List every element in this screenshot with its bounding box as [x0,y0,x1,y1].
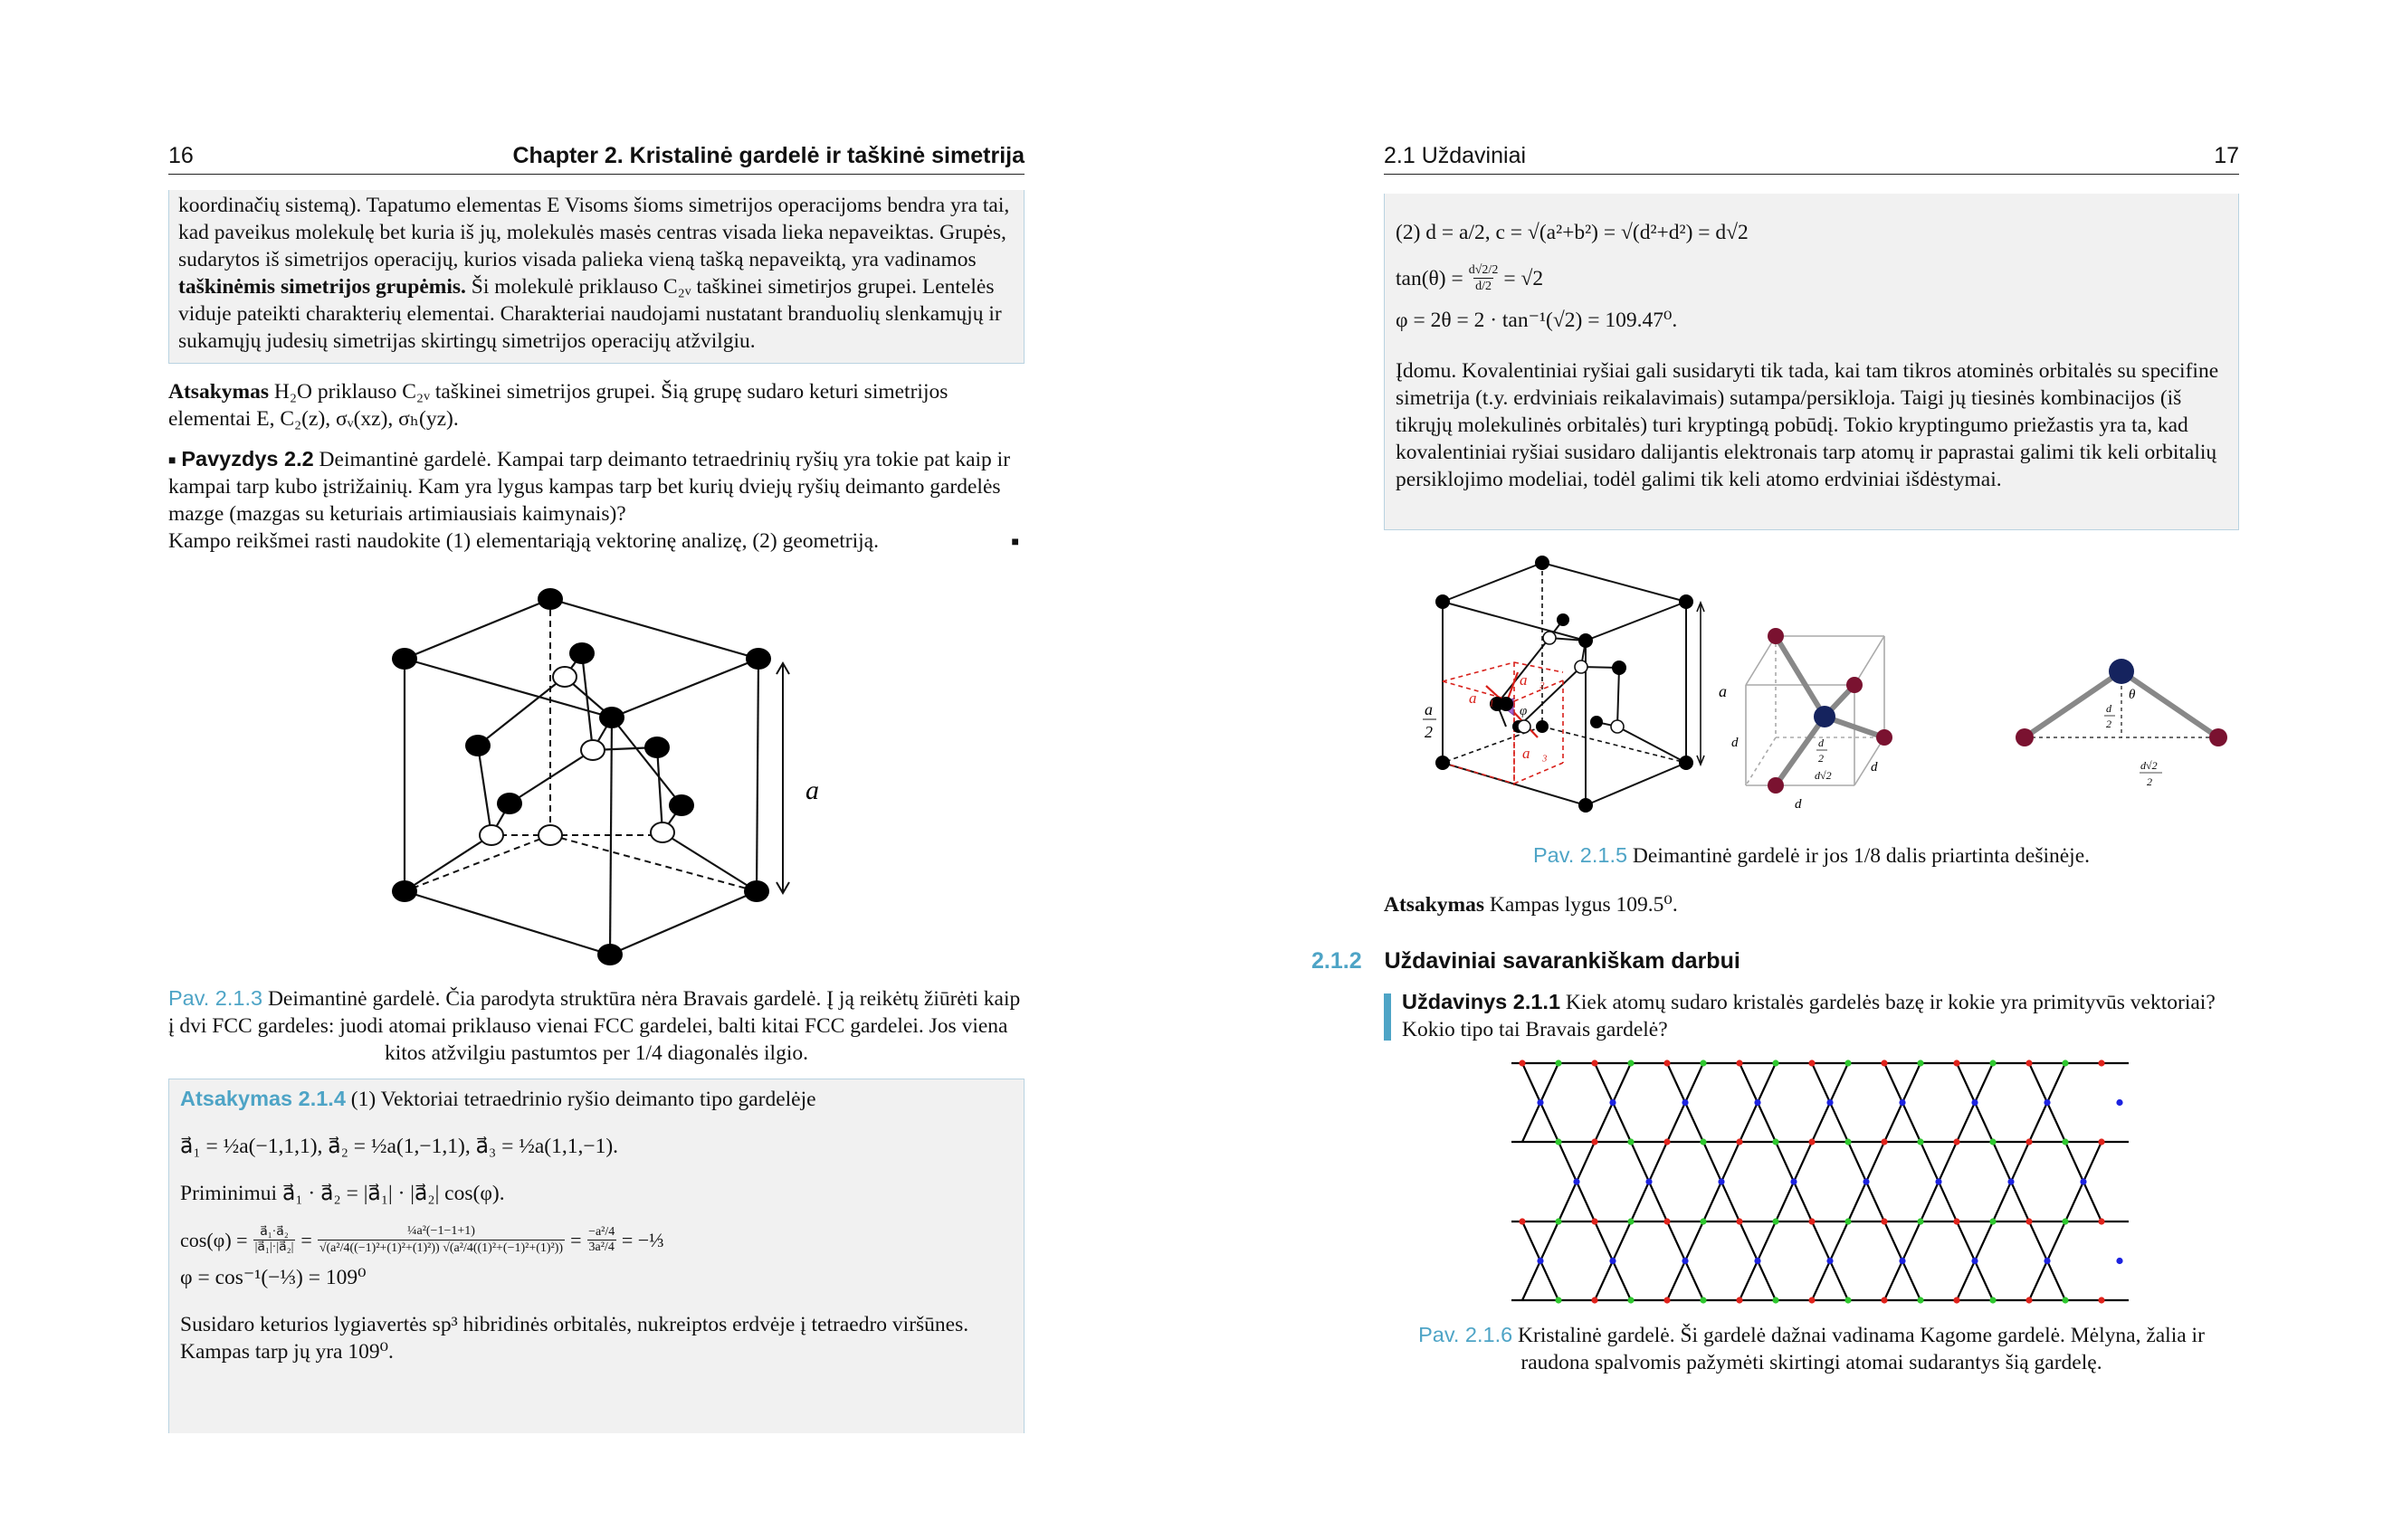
kagome-atom [2025,1297,2032,1303]
kagome-atom [2044,1258,2050,1264]
answer-box-text: Kampas tarp jų yra 109⁰. [180,1340,394,1364]
kagome-atom [1627,1138,1634,1145]
kagome-atom [1808,1138,1815,1145]
kagome-atom [1519,1060,1525,1066]
kagome-atom [2062,1138,2068,1145]
example-line [168,528,1025,555]
kagome-atom [1591,1297,1597,1303]
kagome-atom [1609,1258,1616,1264]
figure-caption [1384,841,2239,870]
frac-num: ¼a²(−1−1+1) [406,1224,475,1238]
answer-block [168,378,1025,433]
kagome-atom [2116,1099,2122,1106]
kagome-atom [1989,1138,1996,1145]
half-a-num: a [1425,700,1433,718]
note-line: tikrųjų molekulinės orbitalės) turi kryptingą pobūdį. Tokio kryptingumo priežastis yra ta, kad [1396,414,2188,437]
kagome-atom [1772,1218,1778,1224]
kagome-atom [1989,1218,1996,1224]
kagome-atom [1808,1060,1815,1066]
frac-num: −a²/4 [588,1225,615,1239]
kagome-atom [2098,1297,2104,1303]
kagome-atom [1555,1218,1561,1224]
cos-result: = −⅓ [621,1228,664,1251]
chapter-title: Chapter 2. Kristalinė gardelė ir taškinė simetrija [512,143,1025,168]
kagome-atom [1772,1060,1778,1066]
equation-tan [1396,262,2227,294]
box-line: koordinačių sistemą). Tapatumo elementas E Visoms šioms simetrijos operacijoms bendra yra tai, [178,194,1010,217]
fraction-2 [318,1223,565,1257]
diamond-lattice-figure [380,584,851,973]
answer-line [168,378,1025,405]
vector-a1-label: a⃗₁ [1469,689,1494,707]
kagome-atom [1591,1218,1597,1224]
caption-text: Deimantinė gardelė. Čia parodyta struktūra nėra Bravais gardelė. Į ją reikėtų žiūrėti kaip [267,987,1021,1011]
kagome-atom [1863,1178,1869,1184]
note-line: Įdomu. Kovalentiniai ryšiai gali susidaryti tik tada, kai tam tikros atominės orbitalės su specifine [1396,359,2219,383]
box-line-rest: Ši molekulė priklauso C₂ᵥ taškinei simetirjos grupei. Lentelės [471,275,995,299]
tan-rhs: = √2 [1503,266,1544,290]
subsection-heading [1311,948,1740,974]
equation-phi: φ = 2θ = 2 · tan⁻¹(√2) = 109.47⁰. [1396,309,1678,332]
cube-d-left-label: d [1731,736,1739,750]
figure-label: Pav. 2.1.6 [1418,1323,1513,1346]
cube-dsqrt2-label: d√2 [1815,769,1832,782]
header-rule [168,174,1025,175]
figure-label: Pav. 2.1.3 [168,986,263,1010]
kagome-atom [1754,1258,1760,1264]
kagome-atom [1881,1218,1887,1224]
task-text: Kiek atomų sudaro kristalės gardelės bazę ir kokie yra primityvūs vektoriai? [1565,991,2216,1014]
kagome-atom [1790,1178,1797,1184]
note-line: simetrija (t.y. erdviniais reikalavimais) sutampa/persikloja. Taigi jų tiesinės kombinacijos (iš [1396,386,2182,410]
figure-caption [1384,1321,2239,1376]
kagome-atom [1917,1297,1923,1303]
kagome-atom [2062,1060,2068,1066]
bold-term: taškinėmis simetrijos grupėmis. [178,275,466,299]
page-number: 17 [2214,143,2239,168]
kagome-atom [1573,1178,1579,1184]
kagome-atom [1663,1138,1670,1145]
kagome-atom [1989,1297,1996,1303]
kagome-atom [2007,1178,2014,1184]
kagome-atom [2098,1218,2104,1224]
kagome-atom [2080,1178,2086,1184]
kagome-atom [1899,1258,1905,1264]
cube-d-bottom-label: d [1795,797,1802,812]
kagome-atom [2098,1060,2104,1066]
cube-d-half-den: 2 [1818,752,1824,765]
triangle-base-num: d√2 [2140,759,2158,772]
kagome-atom [1772,1297,1778,1303]
answer-label: Atsakymas [1384,893,1484,917]
kagome-atom [1953,1060,1959,1066]
frac-num: a⃗₁·a⃗₂ [260,1225,289,1239]
kagome-atom [1953,1297,1959,1303]
kagome-atom [2116,1258,2122,1264]
kagome-atom [2044,1099,2050,1106]
header-rule [1384,174,2239,175]
answer-text: H₂O priklauso C₂ᵥ taškinei simetrijos grupei. Šią grupę sudaro keturi simetrijos [273,380,948,404]
kagome-atom [1826,1258,1833,1264]
kagome-atom [1881,1297,1887,1303]
kagome-atom [1736,1060,1742,1066]
box-line: viduje pateikti charakterių elementai. Charakteriai naudojami nustatant branduolių slenkamųjų ir [178,302,1002,326]
kagome-atom [1917,1218,1923,1224]
kagome-atom [1682,1099,1688,1106]
cube-d-right-label: d [1871,760,1878,775]
kagome-atom [1627,1297,1634,1303]
kagome-atom [1555,1060,1561,1066]
kagome-atom [1627,1060,1634,1066]
fraction-1 [253,1225,296,1255]
right-page [1201,0,2402,1540]
answer-box-text: (1) Vektoriai tetraedrinio ryšio deimanto tipo gardelėje [350,1088,816,1111]
kagome-atom [2062,1297,2068,1303]
kagome-atom [1844,1060,1851,1066]
figure-caption [168,984,1025,1067]
triangle-base-den: 2 [2147,775,2152,788]
task-block [1402,988,2239,1043]
vector-a2-label: a⃗₂ [1520,671,1545,689]
kagome-atom [1663,1218,1670,1224]
example-label: Pavyzdys 2.2 [181,447,314,471]
kagome-atom [1736,1297,1742,1303]
kagome-atom [1917,1138,1923,1145]
kagome-atom [2025,1060,2032,1066]
kagome-atom [1917,1060,1923,1066]
example-marker-icon: ■ [168,452,176,467]
example-text: Kampo reikšmei rasti naudokite (1) elementariąją vektorinę analizę, (2) geometriją. [168,529,879,553]
kagome-atom [1555,1297,1561,1303]
kagome-atom [1609,1099,1616,1106]
vector-a3-label: a⃗₃ [1522,745,1548,762]
reminder-equation: Priminimui a⃗₁ · a⃗₂ = |a⃗₁| · |a⃗₂| cos(φ). [180,1182,505,1205]
kagome-atom [1718,1178,1724,1184]
kagome-atom [1808,1297,1815,1303]
kagome-atom [1971,1258,1978,1264]
kagome-atom [1881,1060,1887,1066]
kagome-atom [1537,1099,1543,1106]
box-line: sukamųjų judesių simetrijas skirtingų simetrijos operacijų atžvilgiu. [178,329,756,353]
kagome-atom [2025,1138,2032,1145]
kagome-atom [2098,1138,2104,1145]
phi-equation: φ = cos⁻¹(−⅓) = 109⁰ [180,1266,367,1289]
solution-box [1384,194,2239,530]
kagome-lattice-figure [1509,1050,2142,1312]
kagome-atom [1700,1218,1706,1224]
answer-box-heading [180,1085,1013,1113]
frac-den: √(a²/4((−1)²+(1)²+(1)²)) √(a²/4((1)²+(−1)²+(1)²)) [319,1241,564,1255]
kagome-atom [1844,1297,1851,1303]
task-line [1402,988,2239,1016]
caption-line: kitos atžvilgiu pastumtos per 1/4 diagonalės ilgio. [385,1041,808,1065]
kagome-atom [1555,1138,1561,1145]
box-line: kad paveikus molekulę bet kuria iš jų, molekulės masės centras visada lieka nepaveiktas. Grupės, [178,221,1006,244]
tan-fraction [1469,262,1499,294]
kagome-atom [1826,1099,1833,1106]
task-line: Kokio tipo tai Bravais gardelė? [1402,1018,1668,1041]
lattice-constant-label: a [805,775,819,805]
kagome-atom [1645,1178,1652,1184]
panel-a-label: a [1719,682,1727,700]
frac-den: |a⃗₁|·|a⃗₂| [254,1241,294,1254]
kagome-atom [1881,1138,1887,1145]
answer-block [1384,891,2239,918]
example-text: Deimantinė gardelė. Kampai tarp deimanto tetraedrinių ryšių yra tokie pat kaip ir [319,448,1011,471]
answer-line: elementai E, C₂(z), σᵥ(xz), σₕ(yz). [168,407,459,431]
triangle-theta-label: θ [2129,688,2136,702]
answer-box-text: Susidaro keturios lygiavertės sp³ hibridinės orbitalės, nukreiptos erdvėje į tetraedro viršūnes. [180,1313,969,1336]
page-number: 16 [168,143,194,168]
task-accent-bar [1384,993,1391,1041]
triangle-half-den: 2 [2106,718,2111,730]
frac-den: 3a²/4 [588,1241,615,1254]
caption-line [1384,1321,2239,1349]
example-line [168,445,1025,473]
kagome-atom [2025,1218,2032,1224]
diamond-eighth-figure [1382,543,2251,823]
kagome-atom [1844,1218,1851,1224]
caption-line [168,984,1025,1012]
kagome-atom [1519,1218,1525,1224]
kagome-atom [1971,1099,1978,1106]
kagome-atom [1953,1138,1959,1145]
half-a-den: 2 [1425,723,1433,741]
cos-lhs: cos(φ) = [180,1228,248,1251]
cube-d-half-num: d [1818,737,1824,749]
subsection-title: Uždaviniai savarankiškam darbui [1384,948,1740,974]
answer-label: Atsakymas [168,380,269,404]
kagome-atom [2062,1218,2068,1224]
kagome-atom [1736,1218,1742,1224]
kagome-atom [1663,1060,1670,1066]
section-header: 2.1 Uždaviniai [1384,143,1527,168]
fraction-3 [587,1225,616,1255]
caption-line: raudona spalvomis pažymėti skirtingi atomai sudarantys šią gardelę. [1520,1351,2102,1374]
frac-den: d/2 [1475,280,1492,293]
box-line [178,273,1015,300]
answer-text: Kampas lygus 109.5⁰. [1489,893,1678,917]
kagome-atom [1700,1060,1706,1066]
figure-label: Pav. 2.1.5 [1532,843,1628,867]
caption-text: Deimantinė gardelė ir jos 1/8 dalis priartinta dešinėje. [1632,844,2091,868]
kagome-atom [1591,1060,1597,1066]
caption-line: į dvi FCC gardeles: juodi atomai priklauso vienai FCC gardelei, balti kitai FCC gardelei. Jos viena [168,1014,1008,1038]
kagome-atom [1591,1138,1597,1145]
example-block [168,445,1025,555]
kagome-atom [1682,1258,1688,1264]
qed-marker-icon: ■ [1011,534,1019,548]
cosine-equation: cos(φ) = $\frac{\text{a⃗₁·a⃗₂}}{\text{|a⃗₁|·|a⃗₂|}}$ = $\frac{\text{¼a²(−1−1+1)}}{\text{√(a²/4((−1)²+(1)²+(1)²)) √(a²/4((1)²+(−1)²+(1)²))}}$ = $\frac{\text{−a²/4}}{\text{3a²/4}}$ = −⅓ [180,1224,664,1255]
example-line: mazge (mazgas su keturiais artimiausiais kaimynais)? [168,502,626,526]
triangle-half-num: d [2106,702,2111,715]
kagome-atom [1772,1138,1778,1145]
kagome-atom [1935,1178,1941,1184]
note-line: kovalentiniai ryšiai susidaro dalijantis elektronais tarp atomų ir paprastai galimi tik keli orbitalių [1396,441,2217,464]
kagome-atom [1953,1218,1959,1224]
kagome-atom [1663,1297,1670,1303]
continuation-box [168,190,1025,364]
kagome-atom [1627,1218,1634,1224]
note-paragraph [1396,357,2227,493]
kagome-atom [1700,1138,1706,1145]
kagome-atom [1736,1138,1742,1145]
kagome-atom [1537,1258,1543,1264]
angle-phi-label: φ [1520,704,1528,718]
kagome-atom [1844,1138,1851,1145]
answer-box-label: Atsakymas 2.1.4 [180,1087,346,1110]
task-label: Uždavinys 2.1.1 [1402,990,1561,1013]
kagome-atom [1700,1297,1706,1303]
box-line: sudarytos iš simetrijos operacijų, kurios visada palieka vieną tašką nepaveiktą, yra vadinamos [178,248,977,271]
caption-text: Kristalinė gardelė. Ši gardelė dažnai vadinama Kagome gardelė. Mėlyna, žalia ir [1518,1324,2205,1347]
kagome-atom [1808,1218,1815,1224]
note-line: persiklojimo modeliai, todėl galimi tik keli atomo erdviniai išdėstymai. [1396,468,2002,491]
example-line: kampai tarp kubo įstrižainių. Kam yra lygus kampas tarp bet kurių dviejų ryšių deimanto gardelės [168,475,1001,499]
kagome-atom [1989,1060,1996,1066]
kagome-atom [1754,1099,1760,1106]
tan-lhs: tan(θ) = [1396,266,1463,290]
equation-d: (2) d = a/2, c = √(a²+b²) = √(d²+d²) = d√2 [1396,221,1749,244]
kagome-atom [1899,1099,1905,1106]
frac-num: d√2/2 [1468,263,1499,277]
subsection-number: 2.1.2 [1311,948,1362,974]
answer-box [168,1079,1025,1433]
vector-definitions: a⃗₁ = ½a(−1,1,1), a⃗₂ = ½a(1,−1,1), a⃗₃ = ½a(1,1,−1). [180,1135,619,1158]
